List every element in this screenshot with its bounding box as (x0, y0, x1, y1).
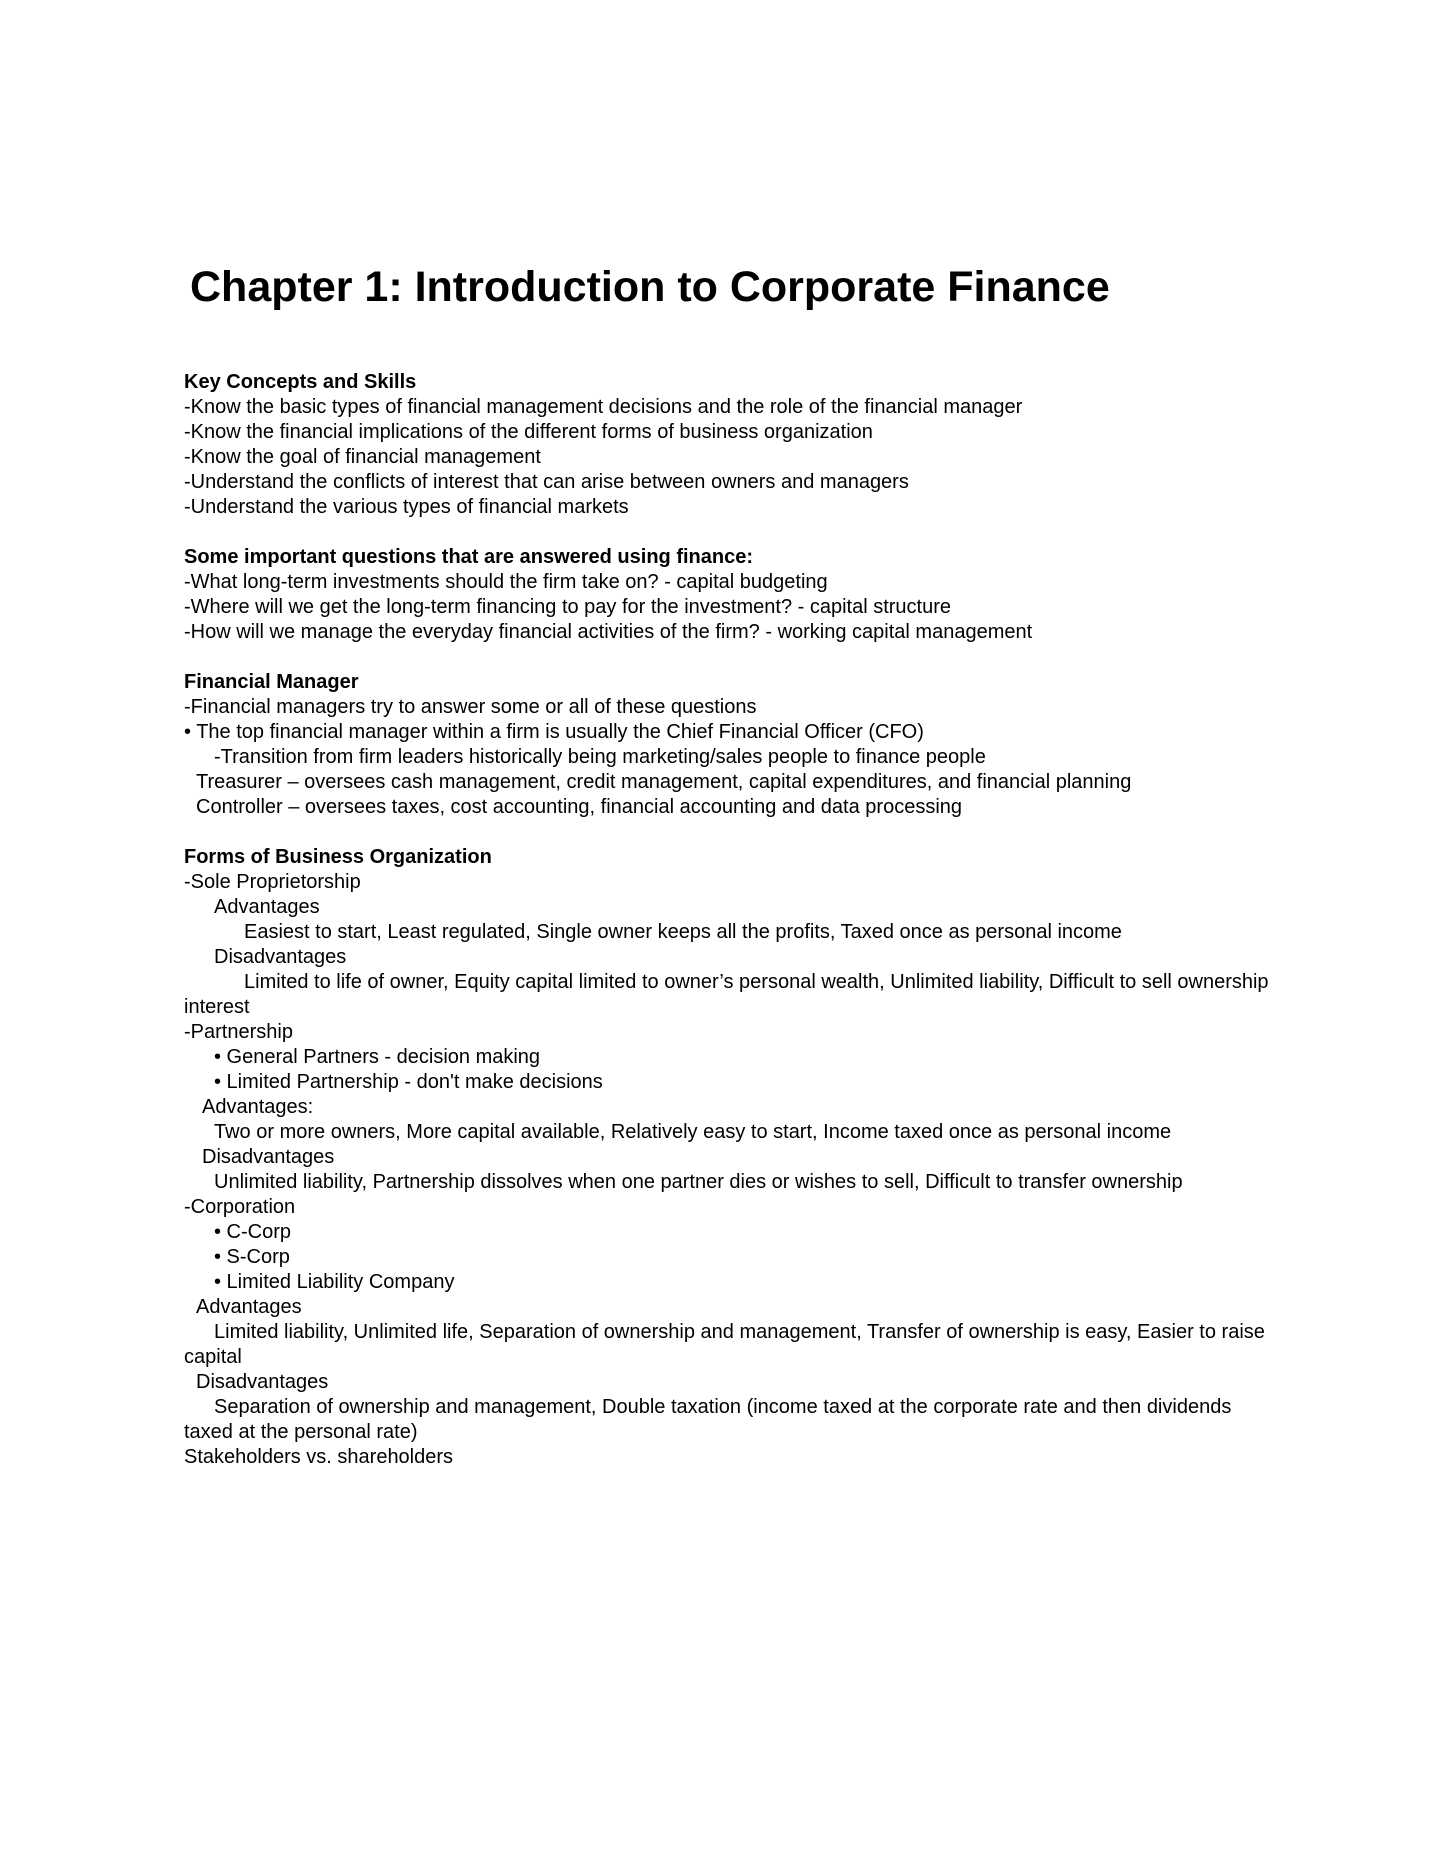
financial-manager-section (184, 670, 1274, 820)
forms-section (184, 845, 1274, 1470)
question-item: -Where will we get the long-term financing to pay for the investment? - capital structure (184, 596, 952, 618)
corporation-label: -Corporation (184, 1196, 296, 1218)
partnership-bullet: • General Partners - decision making (214, 1046, 541, 1068)
question-item: -What long-term investments should the firm take on? - capital budgeting (184, 571, 828, 593)
corporation-advantages-label: Advantages (196, 1296, 302, 1318)
partnership-label: -Partnership (184, 1021, 293, 1043)
sole-disadvantages-text: Limited to life of owner, Equity capital limited to owner’s personal wealth, Unlimited liability, Difficult to sell ownership interest (184, 971, 1269, 1018)
partnership-disadvantages-text: Unlimited liability, Partnership dissolves when one partner dies or wishes to sell, Difficult to transfer ownership (214, 1171, 1183, 1193)
key-concepts-heading: Key Concepts and Skills (184, 371, 417, 393)
spacer (184, 645, 1274, 670)
key-concept-item: -Know the basic types of financial management decisions and the role of the financial manager (184, 396, 1023, 418)
corporation-bullet: • Limited Liability Company (214, 1271, 455, 1293)
questions-heading: Some important questions that are answered using finance: (184, 546, 753, 568)
sole-advantages-label: Advantages (214, 896, 320, 918)
treasurer-line: Treasurer – oversees cash management, credit management, capital expenditures, and financial planning (196, 771, 1132, 793)
sole-proprietorship-label: -Sole Proprietorship (184, 871, 361, 893)
key-concept-item: -Know the financial implications of the different forms of business organization (184, 421, 873, 443)
financial-manager-line: -Transition from firm leaders historically being marketing/sales people to finance people (214, 746, 986, 768)
stakeholders-line: Stakeholders vs. shareholders (184, 1446, 454, 1468)
key-concepts-section (184, 370, 1274, 520)
corporation-bullet: • C-Corp (214, 1221, 292, 1243)
page-title: Chapter 1: Introduction to Corporate Finance (190, 263, 1110, 311)
questions-section (184, 545, 1274, 645)
financial-manager-line: • The top financial manager within a firm is usually the Chief Financial Officer (CFO) (184, 721, 924, 743)
corporation-advantages-text: Limited liability, Unlimited life, Separation of ownership and management, Transfer of ownership is easy, Easier to raise capital (184, 1321, 1265, 1368)
forms-heading: Forms of Business Organization (184, 846, 492, 868)
partnership-bullet: • Limited Partnership - don't make decisions (214, 1071, 603, 1093)
key-concept-item: -Know the goal of financial management (184, 446, 541, 468)
sole-disadvantages-label: Disadvantages (214, 946, 347, 968)
financial-manager-line: -Financial managers try to answer some or all of these questions (184, 696, 757, 718)
document-body (184, 370, 1274, 1470)
sole-advantages-text: Easiest to start, Least regulated, Single owner keeps all the profits, Taxed once as personal income (244, 921, 1122, 943)
controller-line: Controller – oversees taxes, cost accounting, financial accounting and data processing (196, 796, 963, 818)
partnership-advantages-text: Two or more owners, More capital available, Relatively easy to start, Income taxed once as personal income (214, 1121, 1172, 1143)
spacer (184, 820, 1274, 845)
financial-manager-heading: Financial Manager (184, 671, 359, 693)
key-concept-item: -Understand the conflicts of interest that can arise between owners and managers (184, 471, 909, 493)
question-item: -How will we manage the everyday financial activities of the firm? - working capital management (184, 621, 1033, 643)
spacer (184, 520, 1274, 545)
partnership-advantages-label: Advantages: (202, 1096, 314, 1118)
corporation-disadvantages-label: Disadvantages (196, 1371, 329, 1393)
key-concept-item: -Understand the various types of financial markets (184, 496, 629, 518)
corporation-disadvantages-text: Separation of ownership and management, Double taxation (income taxed at the corporate rate and then dividends taxed at the personal rate) (184, 1396, 1232, 1443)
corporation-bullet: • S-Corp (214, 1246, 290, 1268)
partnership-disadvantages-label: Disadvantages (202, 1146, 335, 1168)
